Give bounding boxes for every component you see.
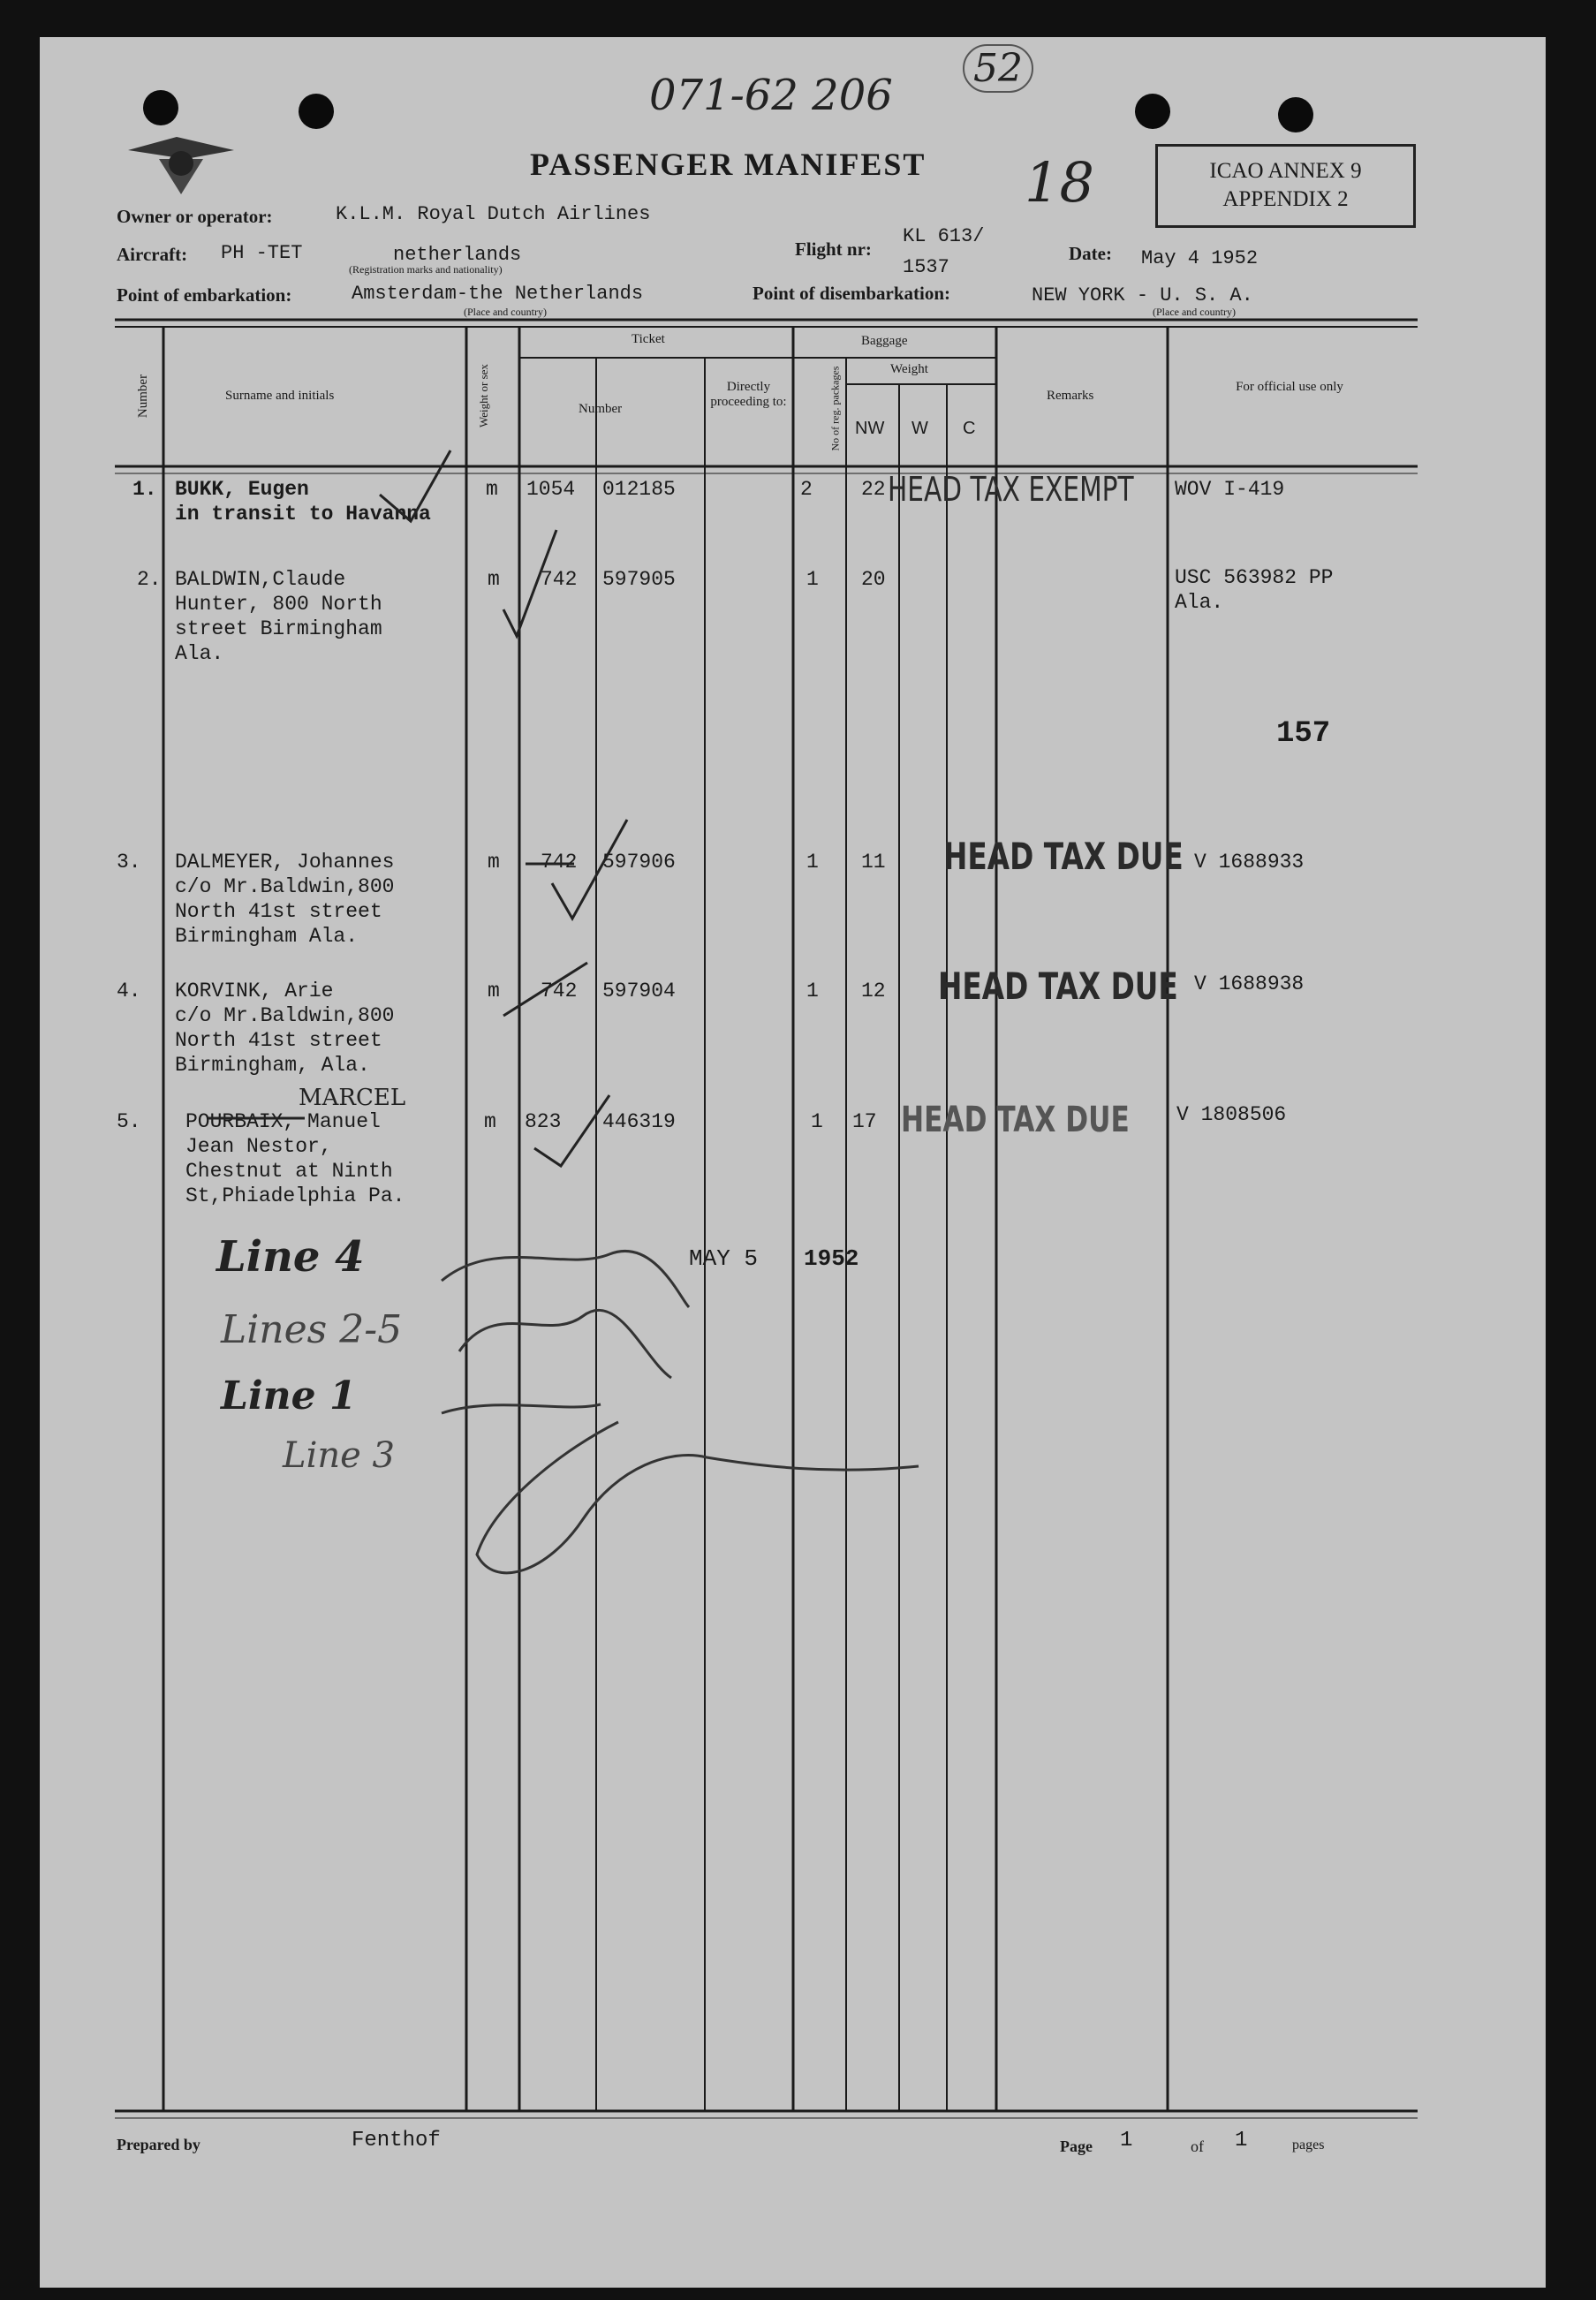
row5-name3: Chestnut at Ninth [185,1160,393,1183]
aircraft-value: PH -TET [221,242,303,264]
disembark-caption: (Place and country) [1153,306,1236,318]
date-stamp-year: 1952 [804,1245,859,1272]
circled-note: 52 [963,44,1033,93]
row4-name4: Birmingham, Ala. [175,1054,370,1077]
date-value: May 4 1952 [1141,247,1259,269]
handwritten-reference: 071-62 206 [649,71,893,120]
row1-name1: BUKK, Eugen [175,478,309,501]
header-remarks: Remarks [1047,389,1094,403]
row5-packages: 1 [811,1110,823,1133]
row5-handwritten-name: MARCEL [299,1085,406,1111]
row2-nw: 20 [861,568,886,591]
row1-packages: 2 [800,478,813,501]
row4-official: V 1688938 [1194,972,1305,995]
row4-name3: North 41st street [175,1029,382,1052]
embark-label: Point of embarkation: [117,284,292,306]
row3-nw: 11 [861,851,886,874]
row3-official: V 1688933 [1194,851,1305,874]
disembark-label: Point of disembarkation: [753,283,951,304]
row2-name4: Ala. [175,642,224,665]
header-weight: Weight [890,362,928,376]
row3-ticket-a: 742 [541,851,578,874]
header-baggage: Baggage [861,334,908,348]
row3-sex: m [488,851,500,874]
of-value: 1 [1235,2129,1248,2152]
handwritten-note-2: Lines 2-5 [221,1307,403,1352]
row4-name2: c/o Mr.Baldwin,800 [175,1004,395,1027]
header-weight-sex: Weight or sex [476,364,490,427]
row1-name2: in transit to Havanna [175,503,431,526]
row2-official-2: Ala. [1175,591,1224,614]
date-label: Date: [1069,243,1112,264]
icao-line2: APPENDIX 2 [1222,187,1349,211]
row4-ticket-a: 742 [541,980,578,1002]
flight-value: KL 613/ [903,225,985,247]
row2-ticket-a: 742 [541,568,578,591]
row5-name2: Jean Nestor, [185,1135,332,1158]
row4-packages: 1 [806,980,819,1002]
row1-num: 1. [132,478,157,501]
header-no-packages: No of reg. packages [828,366,842,451]
nationality-value: netherlands [393,244,522,266]
row3-remarks-stamp: HEAD TAX DUE [943,835,1184,878]
header-nw: NW [855,419,885,438]
row3-name3: North 41st street [175,900,382,923]
disembark-value: NEW YORK - U. S. A. [1032,284,1253,306]
prepared-by-value: Fenthof [352,2129,441,2152]
row5-ticket-a: 823 [525,1110,562,1133]
date-stamp: MAY 5 [689,1245,759,1272]
header-ticket: Ticket [632,332,665,346]
row1-remarks-stamp: HEAD TAX EXEMPT [888,470,1134,509]
row4-name1: KORVINK, Arie [175,980,334,1002]
row5-name4: St,Phiadelphia Pa. [185,1184,405,1207]
row2-name2: Hunter, 800 North [175,593,382,616]
page-label: Page [1060,2137,1093,2155]
handwritten-note-1: Line 4 [216,1232,365,1282]
header-surname: Surname and initials [225,389,335,403]
row1-nw: 22 [861,478,886,501]
header-directly: Directly proceeding to: [710,380,787,409]
row5-remarks-stamp: HEAD TAX DUE [901,1100,1130,1140]
prepared-by-label: Prepared by [117,2136,200,2153]
row2-official: USC 563982 PP [1175,566,1334,589]
page-title: PASSENGER MANIFEST [530,147,927,182]
embark-value: Amsterdam-the Netherlands [352,283,644,305]
row4-remarks-stamp: HEAD TAX DUE [938,965,1178,1008]
flight-value-2: 1537 [903,256,949,278]
row1-sex: m [486,478,498,501]
header-official: For official use only [1236,380,1343,394]
row2-sex: m [488,568,500,591]
row1-ticket-a: 1054 [526,478,576,501]
icao-line1: ICAO ANNEX 9 [1209,159,1362,183]
handwritten-note-3: Line 1 [221,1373,357,1419]
row5-num: 5. [117,1110,141,1133]
header-ticket-number: Number [579,402,623,416]
owner-value: K.L.M. Royal Dutch Airlines [336,203,651,225]
owner-label: Owner or operator: [117,206,273,227]
flight-label: Flight nr: [795,238,872,260]
row4-sex: m [488,980,500,1002]
header-w: W [911,419,928,438]
row2-name1: BALDWIN,Claude [175,568,346,591]
handwritten-note-4: Line 3 [283,1435,395,1476]
embark-caption: (Place and country) [464,306,547,318]
handwritten-count: 18 [1025,150,1094,215]
row3-num: 3. [117,851,141,874]
page-value: 1 [1120,2129,1133,2152]
row5-official: V 1808506 [1176,1103,1287,1126]
of-label: of [1191,2137,1204,2155]
aircraft-label: Aircraft: [117,244,188,265]
row3-name1: DALMEYER, Johannes [175,851,395,874]
registration-caption: (Registration marks and nationality) [349,263,503,276]
row3-name4: Birmingham Ala. [175,925,359,948]
row3-name2: c/o Mr.Baldwin,800 [175,875,395,898]
row5-nw: 17 [852,1110,877,1133]
row5-sex: m [484,1110,496,1133]
row2-packages: 1 [806,568,819,591]
pages-label: pages [1292,2137,1325,2152]
row1-official: WOV I-419 [1175,478,1285,501]
row4-ticket-b: 597904 [602,980,676,1002]
row3-packages: 1 [806,851,819,874]
header-number: Number [136,374,151,419]
header-c: C [963,419,976,438]
stamp-number: 157 [1276,717,1331,751]
row4-num: 4. [117,980,141,1002]
row2-ticket-b: 597905 [602,568,676,591]
row4-nw: 12 [861,980,886,1002]
row5-name1: POURBAIX, Manuel [185,1110,381,1133]
row2-name3: street Birmingham [175,617,382,640]
row3-ticket-b: 597906 [602,851,676,874]
row1-ticket-b: 012185 [602,478,676,501]
row2-num: 2. [137,568,162,591]
row5-ticket-b: 446319 [602,1110,676,1133]
